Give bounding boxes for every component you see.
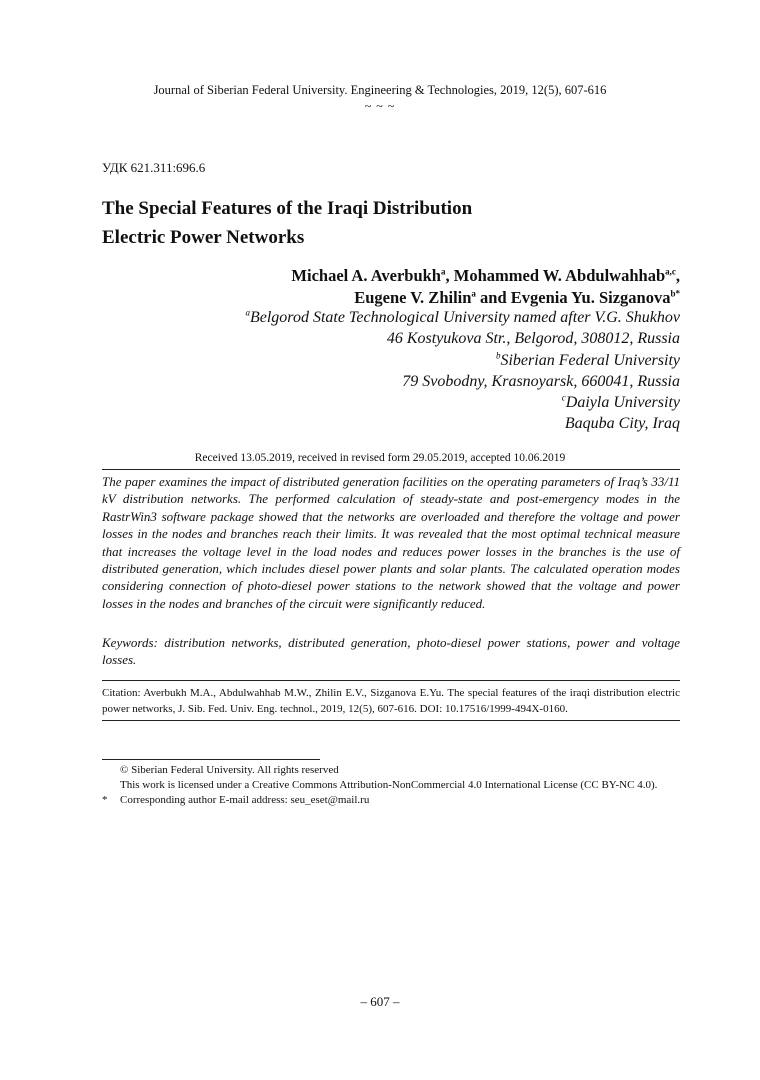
citation-top-rule <box>102 680 680 681</box>
license-text: This work is licensed under a Creative Commons Attribution-NonCommercial 4.0 International License (CC BY-NC 4.0). <box>120 779 658 791</box>
abstract-top-rule <box>102 469 680 470</box>
author-affil-mark: b* <box>670 288 680 299</box>
keywords-text: Keywords: distribution networks, distributed generation, photo-diesel power stations, power and voltage losses. <box>102 635 680 668</box>
affiliation-mark: b <box>495 350 501 361</box>
footnote-mark: * <box>102 794 108 806</box>
author-separator: and <box>475 288 511 307</box>
author-affil-mark: a <box>441 266 446 277</box>
author-name: Mohammed W. Abdulwahhab <box>453 266 666 285</box>
author-separator: , <box>445 266 454 285</box>
affiliation-name <box>80 392 680 413</box>
footnote-corresponding <box>102 793 692 808</box>
author-affil-mark: a,c <box>665 266 676 277</box>
affiliation-institution: Daiyla University <box>565 394 680 412</box>
author-affil-mark: a <box>471 288 476 299</box>
journal-header: Journal of Siberian Federal University. Engineering & Technologies, 2019, 12(5), 607-616 <box>153 83 607 97</box>
title-line-1: The Special Features of the Iraqi Distribution <box>102 198 473 219</box>
author-name: Eugene V. Zhilin <box>354 288 472 307</box>
author-name: Michael A. Averbukh <box>291 266 441 285</box>
footnote-copyright <box>102 763 692 778</box>
page-number: – 607 – <box>360 994 400 1009</box>
author-list <box>80 265 680 309</box>
header-ornament: ~ ~ ~ <box>364 99 396 113</box>
author-separator: , <box>675 266 680 285</box>
abstract-text: The paper examines the impact of distributed generation facilities on the operating parameters of Iraq’s 33/11 kV distribution networks. The performed calculation of steady-state and post-emergency modes in the RastrWin3 software package showed that the networks are overloaded and therefore the voltage and power losses in the nodes and branches reach their limits. It was revealed that the most optimal technical measure that increases the voltage level in the load nodes and reduces power losses in the branches is the use of distributed generation, which includes diesel power plants and solar plants. The calculated operation modes considering connection of photo-diesel power stations to the network showed that the voltage and power losses in the nodes and branches of the circuit were significantly reduced. <box>102 474 680 611</box>
affiliation-mark: c <box>561 392 566 403</box>
title-line-2: Electric Power Networks <box>102 227 305 248</box>
affiliation-institution: Belgorod State Technological University named after V.G. Shukhov <box>249 309 680 326</box>
affiliation-list <box>80 307 680 435</box>
paper-title <box>102 194 662 252</box>
footnote-separator <box>102 759 320 760</box>
affiliation-mark: a <box>245 307 250 318</box>
affiliation-address: 46 Kostyukova Str., Belgorod, 308012, Russia <box>386 330 680 348</box>
affiliation-address: Baquba City, Iraq <box>564 415 680 433</box>
author-line-2 <box>80 287 680 309</box>
footnote-license <box>102 778 692 793</box>
affiliation-name <box>80 350 680 371</box>
citation-bottom-rule <box>102 720 680 721</box>
author-name: Evgenia Yu. Sizganova <box>510 288 671 307</box>
affiliation-institution: Siberian Federal University <box>500 351 680 369</box>
received-dates: Received 13.05.2019, received in revised form 29.05.2019, accepted 10.06.2019 <box>194 452 566 464</box>
affiliation-address: 79 Svobodny, Krasnoyarsk, 660041, Russia <box>402 372 680 390</box>
udk-code: УДК 621.311:696.6 <box>102 160 206 175</box>
affiliation-name <box>80 307 680 328</box>
citation-text: Citation: Averbukh M.A., Abdulwahhab M.W., Zhilin E.V., Sizganova E.Yu. The special features of the iraqi distribution electric power networks, J. Sib. Fed. Univ. Eng. technol., 2019, 12(5), 607-616. DOI: 10.17516/1999-494X-0160. <box>102 687 680 715</box>
corresponding-author-text: Corresponding author E-mail address: seu_eset@mail.ru <box>120 794 370 806</box>
author-line-1 <box>80 265 680 287</box>
copyright-text: © Siberian Federal University. All rights reserved <box>120 764 339 776</box>
